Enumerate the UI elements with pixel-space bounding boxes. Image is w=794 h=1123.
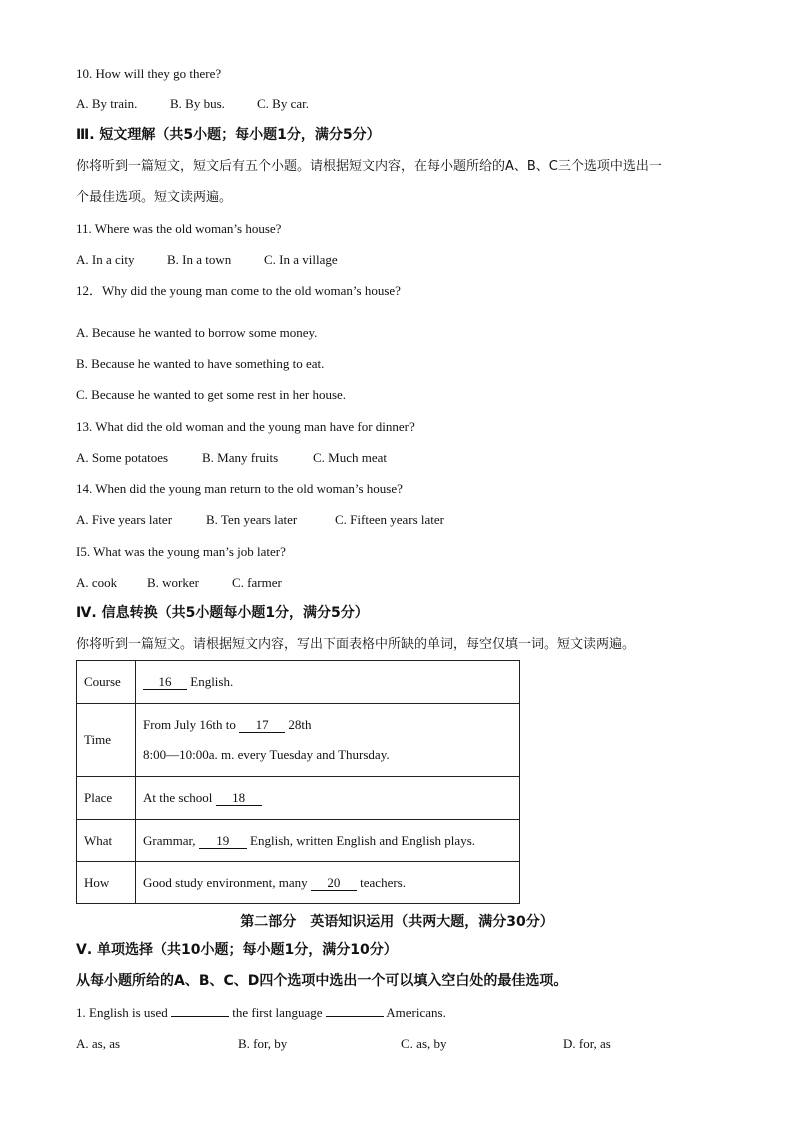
- row-label: Course: [77, 661, 136, 704]
- option-b[interactable]: B. Ten years later: [206, 512, 298, 527]
- section-heading: Ⅲ. 短文理解（共5小题；每小题1分，满分5分）: [76, 127, 381, 143]
- answer-blank[interactable]: [326, 1016, 384, 1017]
- answer-blank[interactable]: [171, 1016, 229, 1017]
- row-label: How: [77, 862, 136, 904]
- cell-text: Grammar,: [143, 832, 196, 848]
- cell-text: 8:00—10:00a. m. every Tuesday and Thursday.: [143, 747, 390, 762]
- answer-blank-19[interactable]: 19: [199, 834, 247, 849]
- option-b[interactable]: B. worker: [147, 575, 199, 590]
- question-1: [76, 1005, 446, 1021]
- cell-text: English.: [190, 674, 234, 689]
- option-b[interactable]: B. Many fruits: [202, 450, 279, 465]
- answer-blank-18[interactable]: 18: [216, 791, 262, 806]
- option-b[interactable]: B. In a town: [167, 252, 232, 267]
- section-instruction: 你将听到一篇短文。请根据短文内容，写出下面表格中所缺的单词，每空仅填一词。短文读两遍。: [76, 637, 636, 652]
- question-15-options: [76, 575, 282, 591]
- question-13-options: [76, 450, 387, 466]
- row-content: [136, 704, 520, 777]
- option-b[interactable]: B. Because he wanted to have something to eat.: [76, 356, 325, 371]
- question-text: 11. Where was the old woman’s house?: [76, 221, 282, 236]
- option-a[interactable]: A. In a city: [76, 252, 135, 267]
- question-11: [76, 221, 281, 237]
- cell-text: From July 16th to: [143, 717, 236, 732]
- question-text: 10. How will they go there?: [76, 66, 222, 81]
- question-15: [76, 544, 286, 560]
- option-c[interactable]: C. By car.: [257, 96, 309, 111]
- option-c[interactable]: C. Fifteen years later: [335, 512, 445, 527]
- section-heading: Ⅳ. 信息转换（共5小题每小题1分，满分5分）: [76, 605, 369, 621]
- table-row: [77, 704, 520, 777]
- row-label: Place: [77, 777, 136, 820]
- part-heading: 第二部分 英语知识运用（共两大题，满分30分）: [240, 914, 554, 930]
- option-a[interactable]: A. Some potatoes: [76, 450, 169, 465]
- question-text: the first language: [232, 1005, 323, 1020]
- question-14-options: [76, 512, 444, 528]
- cell-text: Good study environment, many: [143, 874, 308, 890]
- option-d[interactable]: D. for, as: [563, 1036, 611, 1051]
- section-instruction: 从每小题所给的A、B、C、D四个选项中选出一个可以填入空白处的最佳选项。: [76, 973, 568, 989]
- option-a[interactable]: A. cook: [76, 575, 118, 590]
- row-label: What: [77, 820, 136, 862]
- answer-blank-17[interactable]: 17: [239, 718, 285, 733]
- question-1-options: [76, 1036, 611, 1052]
- row-content: [136, 862, 520, 904]
- question-text: 14. When did the young man return to the old woman’s house?: [76, 481, 403, 496]
- question-10: [76, 66, 221, 82]
- question-text: 1. English is used: [76, 1005, 168, 1020]
- option-c[interactable]: C. farmer: [232, 575, 282, 590]
- option-a[interactable]: A. as, as: [76, 1036, 121, 1051]
- option-b[interactable]: B. By bus.: [170, 96, 225, 111]
- table-row: [77, 862, 520, 904]
- question-13: [76, 419, 415, 435]
- option-a[interactable]: A. Because he wanted to borrow some money.: [76, 325, 318, 340]
- answer-blank-20[interactable]: 20: [311, 876, 357, 891]
- section-instruction: 你将听到一篇短文，短文后有五个小题。请根据短文内容，在每小题所给的A、B、C三个选项中选出一: [76, 159, 662, 174]
- question-12: [76, 283, 401, 299]
- table-row: [77, 777, 520, 820]
- question-text: I5. What was the young man’s job later?: [76, 544, 286, 559]
- row-content: [136, 777, 520, 820]
- option-c[interactable]: C. Because he wanted to get some rest in her house.: [76, 387, 347, 402]
- table-row: [77, 820, 520, 862]
- question-text: 12．Why did the young man come to the old woman’s house?: [76, 283, 401, 298]
- option-c[interactable]: C. Much meat: [313, 450, 388, 465]
- row-content: [136, 820, 520, 862]
- row-content: [136, 661, 520, 704]
- question-text: Americans.: [386, 1005, 446, 1020]
- answer-blank-16[interactable]: 16: [143, 675, 187, 690]
- option-a[interactable]: A. By train.: [76, 96, 138, 111]
- question-11-options: [76, 252, 338, 268]
- row-label: Time: [77, 704, 136, 777]
- cell-text: teachers.: [360, 874, 406, 890]
- cell-text: At the school: [143, 790, 213, 805]
- cell-text: 28th: [288, 717, 312, 732]
- question-14: [76, 481, 403, 497]
- question-10-options: [76, 96, 309, 112]
- section-instruction: 个最佳选项。短文读两遍。: [76, 190, 233, 205]
- cell-text: English, written English and English plays.: [250, 832, 476, 848]
- question-text: 13. What did the old woman and the young man have for dinner?: [76, 419, 415, 434]
- option-b[interactable]: B. for, by: [238, 1036, 288, 1051]
- option-a[interactable]: A. Five years later: [76, 512, 173, 527]
- section-heading: Ⅴ. 单项选择（共10小题；每小题1分，满分10分）: [76, 942, 398, 958]
- option-c[interactable]: C. as, by: [401, 1036, 447, 1051]
- option-c[interactable]: C. In a village: [264, 252, 338, 267]
- info-table: [76, 660, 520, 904]
- table-row: [77, 661, 520, 704]
